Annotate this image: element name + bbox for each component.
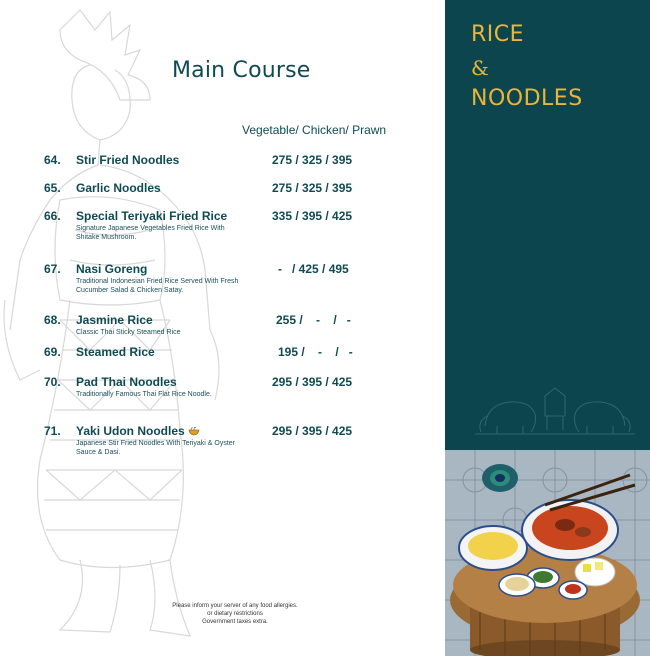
item-price: 295 / 395 / 425 (272, 375, 353, 389)
allergy-notice (160, 602, 310, 626)
item-description: Japanese Stir Fried Noodles With Teriyaki & Oyster Sauce & Dasi. (76, 440, 235, 456)
item-name: Nasi Goreng (76, 262, 148, 276)
item-name: Steamed Rice (76, 345, 155, 359)
category-title-noodles: NOODLES (471, 86, 583, 111)
bowl-icon (188, 426, 200, 436)
item-name: Pad Thai Noodles (76, 375, 177, 389)
item-description: Traditional Indonesian Fried Rice Served With Fresh Cucumber Salad & Chicken Satay. (76, 278, 239, 294)
item-price: 275 / 325 / 395 (272, 153, 353, 167)
footer-line: Government taxes extra. (202, 619, 268, 625)
item-description: Classic Thai Sticky Steamed Rice (76, 329, 181, 336)
item-price: 255 / - / - (276, 313, 351, 327)
item-description: Traditionally Famous Thai Flat Rice Noodle. (76, 391, 212, 398)
item-price: 295 / 395 / 425 (272, 424, 353, 438)
item-name: Garlic Noodles (76, 181, 161, 195)
item-price: 335 / 395 / 425 (272, 209, 353, 223)
item-name: Special Teriyaki Fried Rice (76, 209, 228, 223)
category-panel (445, 0, 650, 450)
item-number: 64. (44, 153, 61, 167)
footer-line: Please inform your server of any food allergies. (172, 603, 298, 609)
item-description: Signature Japanese Vegetables Fried Rice With Shitake Mushroom. (76, 225, 225, 241)
item-number: 65. (44, 181, 61, 195)
item-name: Stir Fried Noodles (76, 153, 180, 167)
item-name-text: Yaki Udon Noodles (76, 424, 185, 438)
category-title-rice: RICE (471, 22, 525, 47)
item-number: 66. (44, 209, 61, 223)
item-name: Jasmine Rice (76, 313, 153, 327)
food-photo-illustration (445, 450, 650, 656)
page-title: Main Course (172, 58, 311, 83)
elephants-pattern-icon (475, 386, 635, 436)
item-price: 275 / 325 / 395 (272, 181, 353, 195)
category-title-ampersand: & (471, 56, 490, 80)
price-column-header: Vegetable/ Chicken/ Prawn (242, 123, 387, 137)
item-number: 71. (44, 424, 61, 438)
item-price: - / 425 / 495 (278, 262, 349, 276)
footer-line: or dietary restrictions (207, 611, 263, 617)
item-name (76, 424, 200, 438)
item-number: 69. (44, 345, 61, 359)
item-number: 70. (44, 375, 61, 389)
item-number: 67. (44, 262, 61, 276)
item-price: 195 / - / - (278, 345, 353, 359)
item-number: 68. (44, 313, 61, 327)
